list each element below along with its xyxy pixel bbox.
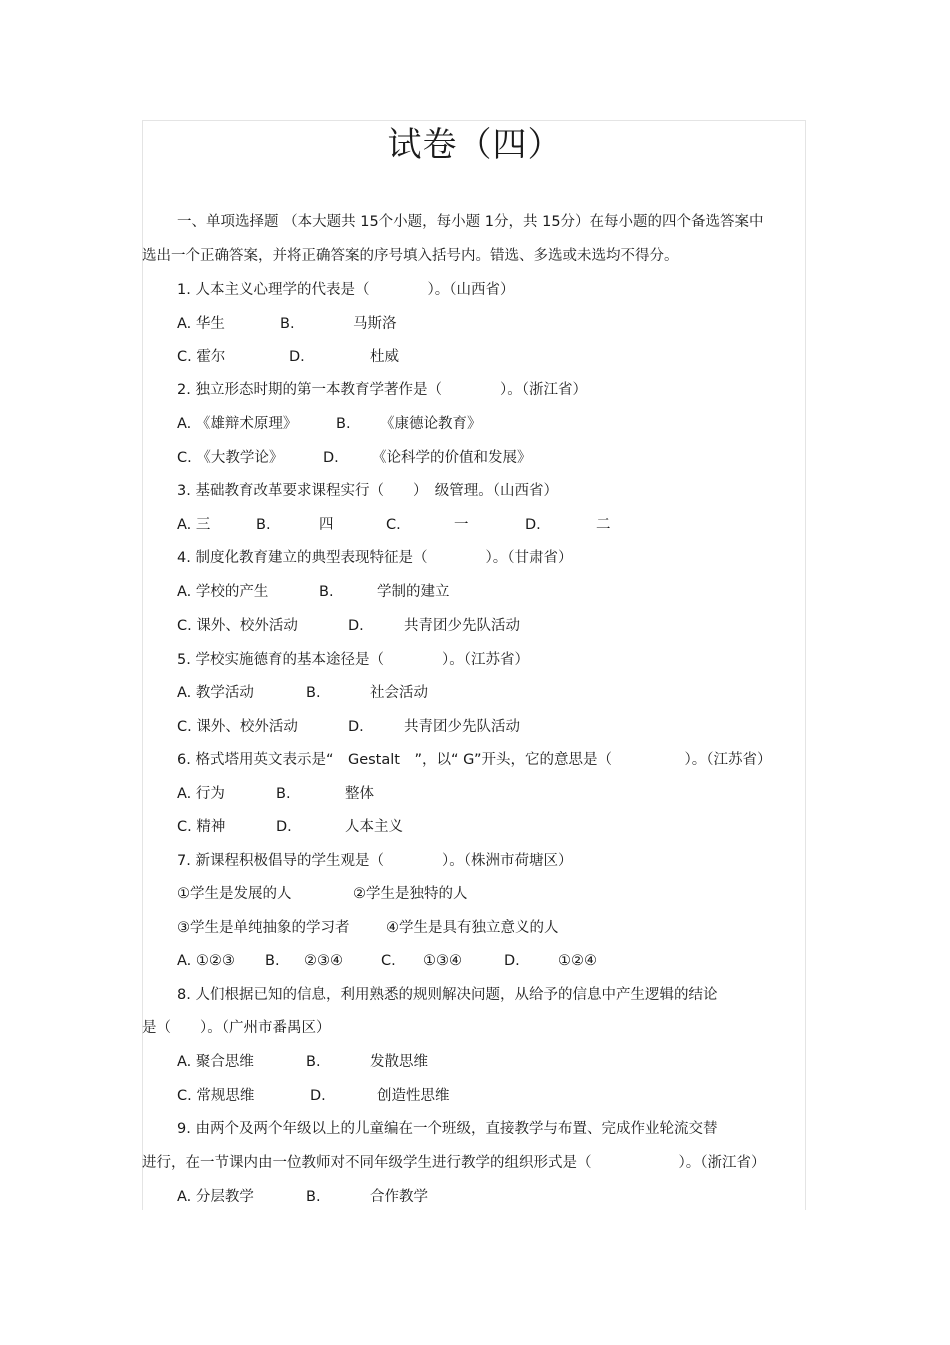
- option-text: C. 常规思维: [177, 1088, 255, 1104]
- option-text: 二: [596, 517, 611, 533]
- option-text: ①③④: [423, 953, 462, 969]
- option-text: A. 学校的产生: [177, 584, 269, 600]
- option-text: ①学生是发展的人: [177, 886, 292, 902]
- option-text: 社会活动: [370, 685, 428, 701]
- question-3-stem: 3. 基础教育改革要求课程实行（ ） 级管理。（山西省）: [177, 483, 558, 499]
- option-text: 四: [319, 517, 334, 533]
- option-text: A. 《雄辩术原理》: [177, 416, 298, 432]
- option-text: D.: [348, 618, 364, 634]
- option-text: 合作教学: [370, 1189, 428, 1205]
- option-text: 杜威: [370, 349, 399, 365]
- option-text: D.: [323, 450, 339, 466]
- option-text: 《论科学的价值和发展》: [372, 450, 532, 466]
- option-text: 共青团少先队活动: [404, 719, 520, 735]
- option-text: 《康德论教育》: [380, 416, 482, 432]
- option-text: 共青团少先队活动: [404, 618, 520, 634]
- option-text: 发散思维: [370, 1054, 428, 1070]
- option-text: B.: [336, 416, 351, 432]
- option-text: A. ①②③: [177, 953, 235, 969]
- option-text: 马斯洛: [353, 316, 397, 332]
- option-text: D.: [276, 819, 292, 835]
- question-8-stem: 8. 人们根据已知的信息，利用熟悉的规则解决问题，从给予的信息中产生逻辑的结论: [177, 987, 718, 1003]
- option-text: A. 教学活动: [177, 685, 254, 701]
- option-text: C. 课外、校外活动: [177, 719, 298, 735]
- option-text: ②③④: [304, 953, 343, 969]
- option-text: D.: [504, 953, 520, 969]
- section-instructions-line-2: 选出一个正确答案，并将正确答案的序号填入括号内。错选、多选或未选均不得分。: [142, 248, 679, 264]
- option-text: 整体: [345, 786, 374, 802]
- option-text: A. 三: [177, 517, 211, 533]
- option-text: C. 霍尔: [177, 349, 226, 365]
- option-text: 一: [454, 517, 469, 533]
- option-text: D.: [525, 517, 541, 533]
- option-text: A. 华生: [177, 316, 225, 332]
- option-text: D.: [348, 719, 364, 735]
- question-6-stem: 6. 格式塔用英文表示是“ Gestalt ”，以“ G”开头，它的意思是（ ）。（江苏省）: [177, 752, 772, 768]
- option-text: 人本主义: [345, 819, 403, 835]
- option-text: C. 课外、校外活动: [177, 618, 298, 634]
- option-text: B.: [306, 1054, 321, 1070]
- option-text: C.: [386, 517, 401, 533]
- question-5-stem: 5. 学校实施德育的基本途径是（ ）。（江苏省）: [177, 652, 529, 668]
- question-7-stem: 7. 新课程积极倡导的学生观是（ ）。（株洲市荷塘区）: [177, 853, 573, 869]
- option-text: A. 行为: [177, 786, 225, 802]
- question-4-stem: 4. 制度化教育建立的典型表现特征是（ ）。（甘肃省）: [177, 550, 573, 566]
- option-text: 学制的建立: [377, 584, 450, 600]
- option-text: D.: [289, 349, 305, 365]
- option-text: B.: [265, 953, 280, 969]
- option-text: B.: [306, 685, 321, 701]
- option-text: C. 《大教学论》: [177, 450, 284, 466]
- option-text: C. 精神: [177, 819, 226, 835]
- question-1-stem: 1. 人本主义心理学的代表是（ ）。（山西省）: [177, 282, 515, 298]
- page-title: 试卷（四）: [387, 125, 563, 165]
- option-text: ①②④: [558, 953, 597, 969]
- option-text: B.: [319, 584, 334, 600]
- option-text: D.: [310, 1088, 326, 1104]
- option-text: ③学生是单纯抽象的学习者: [177, 920, 350, 936]
- option-text: 创造性思维: [377, 1088, 450, 1104]
- question-9-stem-continued: 进行，在一节课内由一位教师对不同年级学生进行教学的组织形式是（ ）。（浙江省）: [142, 1155, 766, 1171]
- section-instructions-line-1: 一、单项选择题 （本大题共 15个小题，每小题 1分，共 15分）在每小题的四个备选答案中: [177, 214, 764, 230]
- option-text: C.: [381, 953, 396, 969]
- option-text: B.: [256, 517, 271, 533]
- option-text: ②学生是独特的人: [353, 886, 468, 902]
- option-text: B.: [280, 316, 295, 332]
- question-8-stem-continued: 是（ ）。（广州市番禺区）: [142, 1020, 331, 1036]
- option-text: B.: [276, 786, 291, 802]
- option-text: ④学生是具有独立意义的人: [386, 920, 559, 936]
- option-text: A. 聚合思维: [177, 1054, 254, 1070]
- question-2-stem: 2. 独立形态时期的第一本教育学著作是（ ）。（浙江省）: [177, 382, 587, 398]
- option-text: B.: [306, 1189, 321, 1205]
- option-text: A. 分层教学: [177, 1189, 254, 1205]
- question-9-stem: 9. 由两个及两个年级以上的儿童编在一个班级，直接教学与布置、完成作业轮流交替: [177, 1121, 718, 1137]
